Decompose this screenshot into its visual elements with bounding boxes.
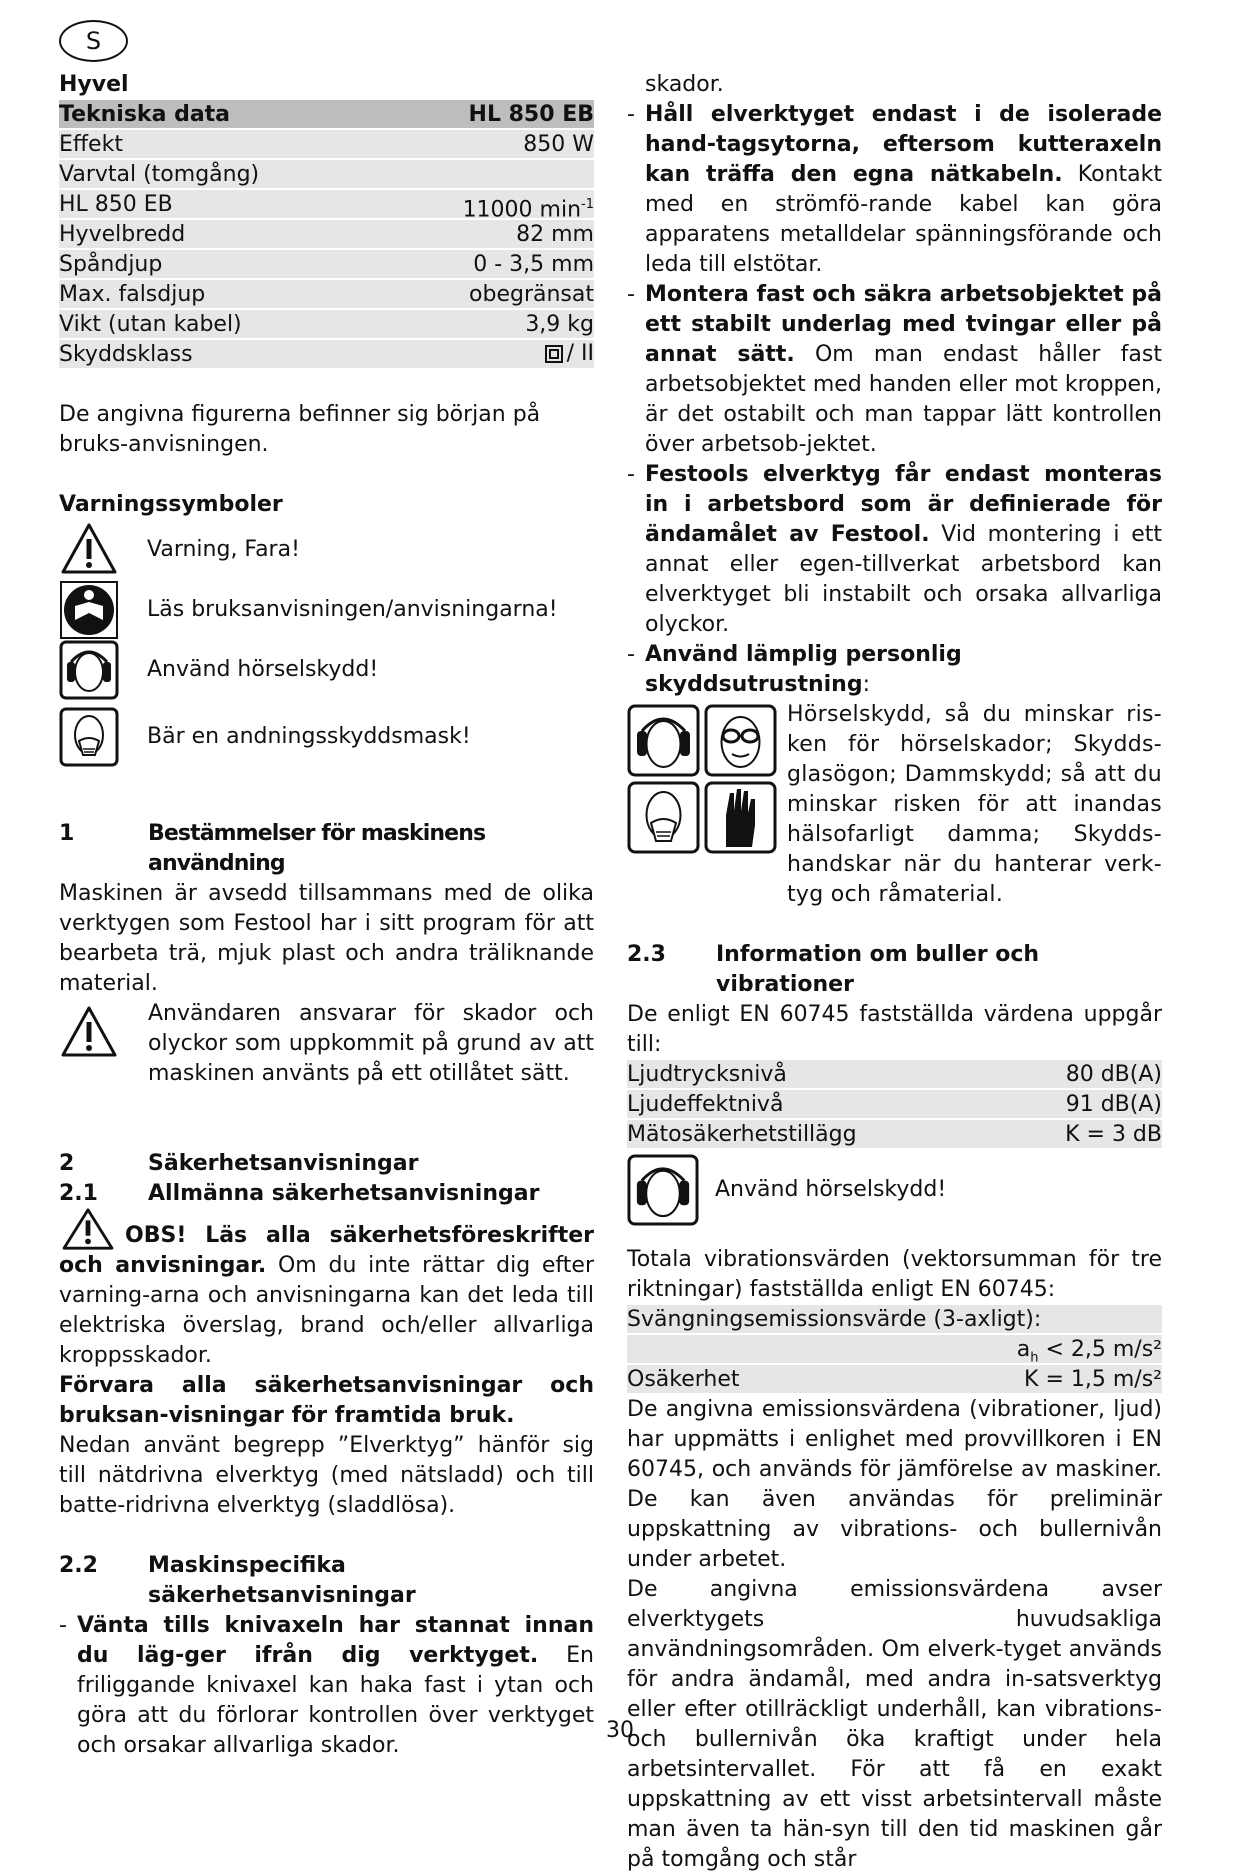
left-column [59, 70, 595, 1758]
row-value: K = 1,5 m/s² [1024, 1367, 1162, 1392]
row-value: 80 dB(A) [1065, 1062, 1162, 1087]
term-definition: Nedan använt begrepp ”Elverktyg” hänför sig till nätdrivna elverktyg (med nätsladd) och till batte-ridrivna elverktyg (sladdlösa). [59, 1433, 594, 1518]
warning-symbol-item [59, 520, 594, 580]
warning-symbol-item [59, 700, 594, 774]
tech-data-table [59, 100, 594, 370]
bullet-text [77, 1611, 594, 1758]
row-value [1016, 1335, 1162, 1366]
list-item [627, 280, 1162, 460]
row-value-text: / II [566, 341, 594, 366]
row-value: 850 W [523, 132, 594, 157]
tech-table-header-label: Tekniska data [59, 102, 231, 127]
vibration-table [627, 1305, 1162, 1395]
bullet-bold: Håll elverktyget endast i de isolerade hand-tagsytorna, eftersom kutteraxeln kan träffa den egna nätkabeln. [645, 102, 1162, 187]
vib-subscript: h [1030, 1350, 1039, 1366]
bullet-body: Kontakt med en strömfö-rande kabel kan göra apparatens metalldelar spänningsförande och leda till elstötar. [645, 162, 1162, 277]
bullet-text [645, 280, 1162, 460]
section-number: 2.1 [59, 1181, 98, 1206]
row-value: obegränsat [469, 282, 594, 307]
row-label: Ljudtrycksnivå [627, 1062, 787, 1087]
table-row [59, 310, 594, 340]
table-row [59, 190, 594, 223]
list-item [627, 640, 1162, 700]
row-value: 91 dB(A) [1065, 1092, 1162, 1117]
section-number: 2.2 [59, 1553, 98, 1578]
hearing-protection-icon [627, 704, 700, 777]
dash-marker: - [627, 462, 635, 487]
row-value [545, 340, 594, 368]
table-row [627, 1090, 1162, 1120]
section-2-heading [59, 1149, 594, 1179]
section-1-warning-text: Användaren ansvarar för skador och olyckor som uppkommit på grund av att maskinen använts på ett otillåtet sätt. [148, 1001, 594, 1086]
section-heading-title: Allmänna säkerhetsanvisningar [148, 1181, 540, 1206]
section-1-heading [59, 819, 594, 879]
bullet-body: En friliggande knivaxel kan haka fast i ytan och göra att du förlorar kontrollen över verktyget och orsakar allvarliga skador. [77, 1643, 594, 1758]
bullet-body: Om man endast håller fast arbetsobjektet med handen eller mot kroppen, är det ostabilt och man tappar lätt kontrollen över arbetsob-jektet. [645, 342, 1162, 457]
section-number: 1 [59, 821, 75, 846]
dash-marker: - [627, 642, 635, 667]
protective-gloves-icon [704, 781, 777, 854]
read-manual-icon [59, 580, 119, 640]
bullet-text [645, 100, 1162, 280]
list-item [59, 1611, 594, 1758]
emission-paragraph-1: De angivna emissionsvärdena (vibrationer, ljud) har uppmätts i enlighet med provvillkoren i EN 60745, och används för jämförelse av maskiner. De kan även användas för preliminär uppskattning av vibrations- och bullernivån under arbetet. [627, 1397, 1162, 1572]
warning-symbol-label: Använd hörselskydd! [147, 657, 379, 682]
row-label: Skyddsklass [59, 342, 193, 367]
dash-marker: - [59, 1613, 67, 1638]
section-heading-title: Maskinspecifika säkerhetsanvisningar [148, 1553, 416, 1608]
bullet-body: : [862, 672, 870, 697]
bullet-text [645, 640, 1162, 700]
class-two-insulation-icon [545, 345, 563, 363]
list-item [627, 100, 1162, 280]
table-row [627, 1335, 1162, 1365]
bullet-bold: Vänta tills knivaxeln har stannat innan du läg-ger ifrån dig verktyget. [77, 1613, 594, 1668]
table-row [627, 1305, 1162, 1335]
row-label: Vikt (utan kabel) [59, 312, 242, 337]
vibration-intro: Totala vibrationsvärden (vektorsumman för tre riktningar) fastställda enligt EN 60745: [627, 1247, 1162, 1302]
ppe-icon-grid [627, 704, 777, 910]
section-2-1-heading [59, 1179, 594, 1209]
row-label: Varvtal (tomgång) [59, 162, 260, 187]
section-heading-title: Information om buller och vibrationer [716, 942, 1040, 997]
row-label: HL 850 EB [59, 192, 173, 217]
respirator-mask-icon [59, 707, 119, 767]
noise-table [627, 1060, 1162, 1150]
ppe-block [627, 700, 1162, 910]
section-title: Hyvel [59, 72, 129, 97]
row-value [462, 190, 594, 223]
tech-table-header-model: HL 850 EB [468, 102, 594, 127]
section-number: 2 [59, 1151, 75, 1176]
warning-symbol-item [59, 580, 594, 640]
row-label: Max. falsdjup [59, 282, 206, 307]
warning-symbol-label: Bär en andningsskyddsmask! [147, 724, 471, 749]
respirator-mask-icon [627, 781, 700, 854]
hearing-notice-text: Använd hörselskydd! [715, 1177, 947, 1202]
section-1-warning [59, 999, 594, 1089]
warning-symbols-title: Varningssymboler [59, 492, 283, 517]
vib-value: < 2,5 m/s² [1045, 1337, 1162, 1362]
table-row [59, 160, 594, 190]
hearing-protection-icon [59, 640, 119, 700]
table-row [627, 1365, 1162, 1395]
row-label: Ljudeffektnivå [627, 1092, 784, 1117]
vib-symbol: a [1016, 1337, 1031, 1362]
section-heading-title: Bestämmelser för maskinens användning [148, 821, 486, 876]
dash-marker: - [627, 102, 635, 127]
table-row [627, 1120, 1162, 1150]
table-row [59, 280, 594, 310]
row-value: 0 - 3,5 mm [473, 252, 594, 277]
keep-bold-text: Förvara alla säkerhetsanvisningar och bruksan-visningar för framtida bruk. [59, 1373, 594, 1428]
dash-marker: - [627, 282, 635, 307]
table-row [59, 220, 594, 250]
table-row [59, 130, 594, 160]
bullet-bold: Använd lämplig personlig skyddsutrustning [645, 642, 962, 697]
obs-bold-text: OBS! Läs alla säkerhetsföreskrifter och anvisningar. [59, 1223, 594, 1278]
section-1-body: Maskinen är avsedd tillsammans med de olika verktygen som Festool har i sitt program för att bearbeta trä, mjuk plast och andra träliknande material. [59, 881, 594, 996]
row-label: Svängningsemissionsvärde (3-axligt): [627, 1307, 1042, 1332]
table-row [59, 250, 594, 280]
section-2-2-heading [59, 1551, 594, 1611]
right-column [627, 70, 1162, 1875]
safety-glasses-icon [704, 704, 777, 777]
obs-paragraph [59, 1221, 594, 1371]
row-label: Effekt [59, 132, 123, 157]
row-value-sup: -1 [581, 197, 594, 212]
bullet-text [645, 460, 1162, 640]
row-label: Osäkerhet [627, 1367, 740, 1392]
table-row [59, 340, 594, 370]
warning-triangle-icon [59, 1003, 119, 1063]
list-item [627, 460, 1162, 640]
keep-instructions [59, 1371, 594, 1431]
row-label: Spåndjup [59, 252, 163, 277]
row-label: Mätosäkerhetstillägg [627, 1122, 857, 1147]
ppe-text: Hörselskydd, så du minskar ris-ken för hörselskador; Skydds-glasögon; Dammskydd; så att du minskar risken för att inandas hälsofarligt damma; Skydds-handskar när du hanterar verk-tyg och råmaterial. [787, 702, 1162, 907]
warning-triangle-icon [59, 520, 119, 580]
bullet-continuation: skador. [645, 72, 724, 97]
bullet-body: Vid montering i ett annat eller egen-tillverkat arbetsbord kan elverktyget bli instabilt och orsaka allvarliga olyckor. [645, 522, 1162, 637]
section-2-3-heading [627, 940, 1162, 1000]
bullet-bold: Montera fast och säkra arbetsobjektet på ett stabilt underlag med tvingar eller på annat sätt. [645, 282, 1162, 367]
section-number: 2.3 [627, 942, 666, 967]
section-heading-title: Säkerhetsanvisningar [148, 1151, 419, 1176]
language-badge [59, 20, 128, 62]
emission-paragraph-2: De angivna emissionsvärdena avser elverktygets huvudsakliga användningsområden. Om elverk-tyget används för andra ändamål, med andra in-satsverktyg eller efter otillräckligt underhåll, kan vibrations- och bullernivån öka kraftigt under hela arbetsintervallet. För att få en exakt uppskattning av ett visst arbetsintervall måste man även ta hän-syn till den tid maskinen går på tomgång och står [627, 1577, 1162, 1872]
obs-text: Om du inte rättar dig efter varning-arna och anvisningarna kan det leda till elektriska överslag, brand och/eller allvarliga kroppsskador. [59, 1253, 595, 1368]
warning-triangle-icon [59, 1207, 117, 1251]
tech-table-header [59, 100, 594, 130]
figures-note: De angivna figurerna befinner sig början på bruks-anvisningen. [59, 402, 541, 457]
row-value: K = 3 dB [1065, 1122, 1162, 1147]
warning-symbol-item [59, 640, 594, 700]
hearing-notice [627, 1150, 1162, 1230]
row-value: 3,9 kg [525, 312, 594, 337]
row-value-text: 11000 min [462, 197, 582, 223]
warning-symbol-label: Varning, Fara! [147, 537, 300, 562]
hearing-protection-icon [627, 1154, 699, 1226]
language-badge-label: S [85, 27, 102, 55]
table-row [627, 1060, 1162, 1090]
row-label: Hyvelbredd [59, 222, 186, 247]
noise-intro: De enligt EN 60745 fastställda värdena uppgår till: [627, 1002, 1162, 1057]
page-number: 30 [606, 1718, 634, 1743]
warning-symbol-label: Läs bruksanvisningen/anvisningarna! [147, 597, 558, 622]
row-value: 82 mm [516, 222, 594, 247]
bullet-bold: Festools elverktyg får endast monteras in i arbetsbord som är definierade för ändamålet av Festool. [645, 462, 1162, 547]
